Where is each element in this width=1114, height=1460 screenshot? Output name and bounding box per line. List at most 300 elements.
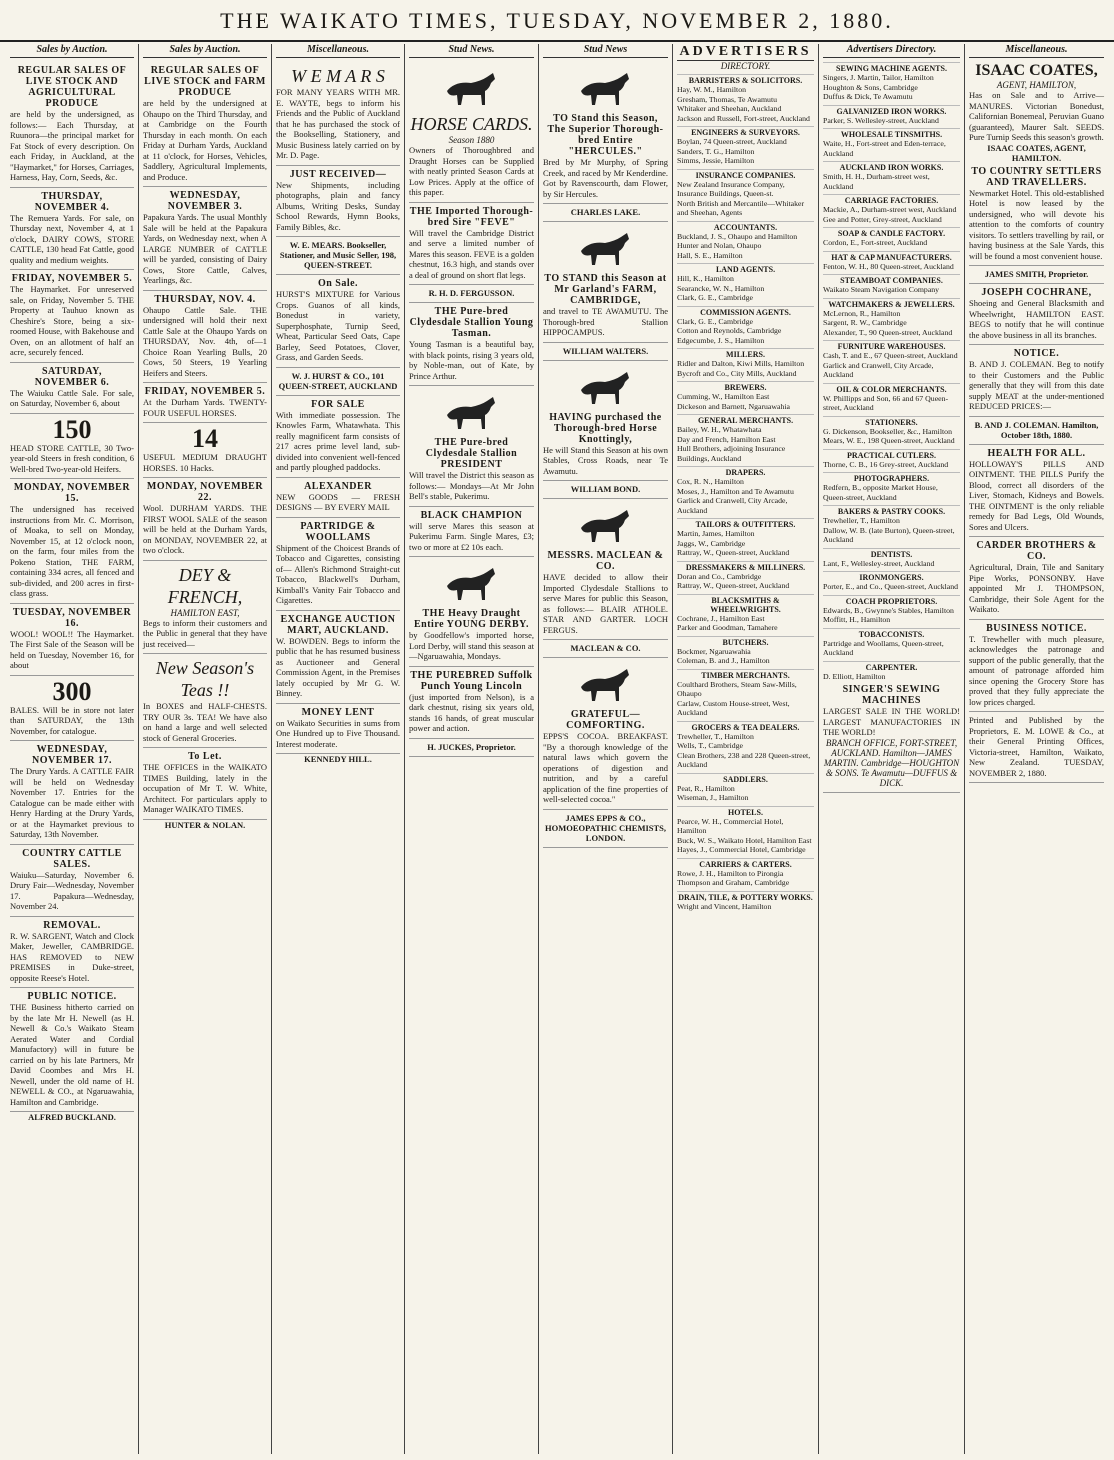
ad-heading: TO COUNTRY SETTLERS AND TRAVELLERS. (971, 165, 1102, 188)
column-sales-1 (6, 44, 139, 1454)
ad-heading: MESSRS. MACLEAN & CO. (547, 550, 664, 572)
directory-category: TOBACCONISTS. (823, 628, 960, 639)
advertisement (143, 423, 267, 478)
directory-entry: Alexander, T., 90 Queen-street, Auckland (823, 327, 953, 337)
directory-entry: Bycroft and Co., City Mills, Auckland (677, 368, 797, 378)
advertisement (276, 396, 400, 478)
ad-signature: W. E. MEARS. Bookseller, Stationer, and Music Seller, 198, QUEEN-STREET. (279, 240, 397, 270)
ad-body-text: Young Tasman is a beautiful bay, with black points, rising 3 years old, by Noble-man, out of Kate, by Prince Arthur. (409, 339, 534, 381)
directory-category: SADDLERS. (677, 773, 814, 784)
horse-illustration (571, 69, 641, 109)
advertisement (409, 386, 534, 507)
directory-entry: W. Phillipps and Son, 66 and 67 Queen-street, Auckland (823, 393, 949, 412)
ad-body-text: are held by the undersigned at Ohaupo on the Third Thursday, and at Cambridge on the Fourth Thursday in each month. On each Friday at Durham Yards, Auckland at 11 o'clock, for Horses, Vehicles, Saddlery, Agricultural Implements, and Produce. (143, 98, 267, 182)
directory-entry: Edgecumbe, J. S., Hamilton (677, 335, 765, 345)
ad-body-text: HOLLOWAY'S PILLS AND OINTMENT. THE PILLS Purify the Blood, correct all disorders of the Liver, Stomach, Kidneys and Bowels. THE OINTMENT is the only reliable remedy for Bad Legs, Old Wounds, Sores and Ulcers. (969, 458, 1104, 532)
ad-body-text: New Shipments, including photographs, plain and fancy Albums, Writing Desks, Sunday School Rewards, Hymn Books, Family Bibles, &c. (276, 179, 400, 232)
directory-category: GROCERS & TEA DEALERS. (677, 721, 814, 732)
advertisement (543, 62, 668, 204)
ad-heading: GRATEFUL—COMFORTING. (566, 709, 645, 731)
directory-entry: Cotton and Reynolds, Cambridge (677, 326, 782, 335)
directory-entry: Redfern, B., opposite Market House, Queen-street, Auckland (823, 483, 938, 502)
directory-entry: Hay, W. M., Hamilton (677, 85, 747, 94)
column-heading: Stud News. (409, 44, 534, 58)
ad-body-text: Newmarket Hotel. This old-established Hotel is now leased by the undersigned, who will devote his attention to the comforts of country visitors. To settlers travelling by rail, or having business at the Sale Yards, this will be found a most convenient house. (969, 187, 1104, 261)
directory-entry: North British and Mercantile—Whitaker and Sheehan, Agents (677, 198, 805, 217)
directory-entry: Ridler and Dalton, Kiwi Mills, Hamilton (677, 359, 805, 368)
ad-subheading: Season 1880 (448, 135, 495, 145)
directory-entry: Doran and Co., Cambridge (677, 571, 762, 581)
column-heading: Advertisers Directory. (823, 44, 960, 58)
directory-entry: Sanders, T. G., Hamilton (677, 146, 755, 156)
directory-entry: Smith, H. H., Durham-street west, Auckland (823, 172, 930, 191)
ad-signature: WILLIAM WALTERS. (562, 345, 649, 356)
advertisement (276, 368, 400, 396)
advertisement (143, 383, 267, 423)
isaac-coates-body: Has on Sale and to Arrive— MANURES. Victorian Bonedust, Californian Bonemeal, Peruvian Guano (guaranteed), Maurer Salt. SEEDS. Pure Turnip Seeds this season's growth. (969, 90, 1104, 142)
ad-heading: NOTICE. (1013, 348, 1060, 359)
directory-entry: Mears, W. E., 198 Queen-street, Auckland (823, 436, 955, 445)
advertisement (10, 62, 134, 188)
directory-entry: Wiseman, J., Hamilton (677, 793, 749, 802)
directory-entry: Buckland, J. S., Ohaupo and Hamilton (677, 231, 798, 241)
advertisement (969, 620, 1104, 713)
directory-entry: Rattray, W., Queen-street, Auckland (677, 581, 790, 590)
directory-category: HOTELS. (677, 806, 814, 817)
directory-category: CARPENTER. (823, 661, 960, 672)
ad-signature: B. AND J. COLEMAN. Hamilton, October 18th, 1880. (974, 419, 1099, 440)
directory-entry: Pearce, W. H., Commercial Hotel, Hamilton (677, 816, 784, 835)
directory-category: CARRIAGE FACTORIES. (823, 194, 960, 205)
ad-body-text: Agricultural, Drain, Tile and Sanitary Pipe Works, PONSONBY. Have appointed Mr J. THOMPSON, Cambridge, their Sole Agent for the Waikato. (969, 562, 1104, 614)
directory-entry: Hayes, J., Commercial Hotel, Cambridge (677, 845, 806, 854)
advertisement (143, 748, 267, 820)
column-signature: ALFRED BUCKLAND. (28, 1112, 116, 1122)
ad-body-text: will serve Mares this season at Pukerimu Farm. Single Mares, £3; two or more at £2 10s each. (409, 520, 534, 552)
singer-body: LARGEST SALE IN THE WORLD! LARGEST MANUFACTORIES IN THE WORLD! (823, 706, 960, 737)
directory-category: MILLERS. (677, 348, 814, 359)
directory-entry: Cordon, E., Fort-street, Auckland (823, 238, 928, 247)
ad-body-text: HEAD STORE CATTLE, 30 Two-year-old Steers in fresh condition, 6 Well-bred Two-year-old Heifers. (10, 442, 134, 474)
directory-category: BLACKSMITHS & WHEELWRIGHTS. (677, 594, 814, 614)
ad-body-text: Wool. DURHAM YARDS. THE FIRST WOOL SALE of the season will be held at the Durham Yards, on MONDAY, NOVEMBER 22, at two o'clock. (143, 503, 267, 555)
directory-entry: Rattray, W., Queen-street, Auckland (677, 548, 790, 557)
directory-entry: Cumming, W., Hamilton East (677, 392, 770, 401)
advertisement (10, 741, 134, 845)
advertisement (10, 414, 134, 480)
ad-heading: THE Heavy Draught Entire YOUNG DERBY. (414, 608, 529, 630)
ad-heading: On Sale. (317, 278, 359, 289)
directory-entry: Day and French, Hamilton East (677, 434, 776, 444)
directory-entry: Cox, R. N., Hamilton (677, 477, 744, 486)
ad-heading: EXCHANGE AUCTION MART, AUCKLAND. (280, 613, 396, 636)
directory-entry: Garlick and Cranwell, City Arcade, Auckland (823, 360, 934, 379)
directory-category: OIL & COLOR MERCHANTS. (823, 383, 960, 394)
advertisement (543, 343, 668, 361)
ad-body-text: Shoeing and General Blacksmith and Wheelwright, HAMILTON EAST. BEGS to notify that he will continue the above business in all its branches. (969, 298, 1104, 340)
directory-entry: Boylan, 74 Queen-street, Auckland (677, 137, 787, 146)
column-directory-1 (673, 44, 819, 1454)
directory-entry: Wright and Vincent, Hamilton (677, 901, 772, 911)
directory-entry: Simms, Jessie, Hamilton (677, 156, 755, 165)
directory-entry: D. Elliott, Hamilton (823, 671, 886, 681)
advertisement (409, 203, 534, 286)
directory-entry: G. Dickenson, Bookseller, &c., Hamilton (823, 426, 952, 436)
directory-category: STATIONERS. (823, 416, 960, 427)
advertisement (276, 518, 400, 611)
advertisement (969, 537, 1104, 620)
column-misc (272, 44, 405, 1454)
ad-heading: FRIDAY, NOVEMBER 5. (144, 386, 266, 397)
ad-body-text: T. Trewheller with much pleasure, acknowledges the patronage and support of the public generally, that the amount of patronage afforded him since opening the Grocery Store has proved that they fully appreciate the low prices charged. (969, 633, 1104, 707)
directory-entry: Parker, S. Wellesley-street, Auckland (823, 115, 939, 125)
advertisement (10, 988, 134, 1112)
horse-illustration (571, 368, 641, 408)
directory-entry: Lant, F., Wellesley-street, Auckland (823, 558, 935, 568)
directory-entry: Gresham, Thomas, Te Awamutu (677, 94, 778, 104)
column-signature: HUNTER & NOLAN. (164, 819, 246, 830)
ad-signature: MACLEAN & CO. (570, 643, 641, 653)
advertisement (543, 361, 668, 482)
advertisement (10, 604, 134, 676)
isaac-coates-subtitle: AGENT, HAMILTON, (996, 80, 1077, 90)
advertisement (276, 704, 400, 755)
ad-body-text: USEFUL MEDIUM DRAUGHT HORSES. 10 Hacks. (143, 452, 267, 473)
directory-entry: Garlick and Cranwell, City Arcade, Auckland (677, 496, 788, 515)
directory-category: PHOTOGRAPHERS. (823, 472, 960, 483)
advertisement (969, 266, 1104, 284)
advertisement (543, 810, 668, 848)
ad-heading: HEALTH FOR ALL. (987, 447, 1086, 459)
ad-body-text: W. BOWDEN. Begs to inform the public that he has resumed business as Auctioneer and General Commission Agent, in the Premises lately occupied by Mr G. W. Binney. (276, 635, 400, 698)
ad-body-text: by Goodfellow's imported horse, Lord Derby, will stand this season at—Ngaruawahia, Mondays. (409, 630, 534, 661)
directory-entry: Whitaker and Sheehan, Auckland (677, 104, 782, 113)
column-heading: Stud News (543, 44, 668, 58)
ad-heading: FOR SALE (311, 398, 365, 410)
advertisement (276, 478, 400, 518)
horse-illustration (437, 393, 507, 433)
directory-category: BREWERS. (677, 381, 814, 392)
directory-entry: Martin, James, Hamilton (677, 529, 755, 538)
ad-heading: PUBLIC NOTICE. (27, 991, 117, 1002)
ad-body-text: are held by the undersigned, as follows:— Each Thursday, at Ruunora—the principal market for Fat Stock of every description. On each Friday, in Auckland, at the "Haymarket," for Horses, Carriages, Harness, Hay, Corn, Seeds, &c. (10, 109, 134, 182)
ad-heading: THE Pure-bred Clydesdale Stallion PRESIDENT (425, 437, 518, 470)
directory-category: GALVANIZED IRON WORKS. (823, 105, 960, 116)
ad-body-text: THE OFFICES in the WAIKATO TIMES Building, lately in the occupation of Mr T. W. White, Architect. For particulars apply to Manager WAIKATO TIMES. (143, 762, 267, 814)
ad-body-text: WOOL! WOOL!! The Haymarket. The First Sale of the Season will be held on Tuesday, November 16, for about (10, 628, 134, 670)
column-misc-2 (965, 44, 1108, 1454)
ad-display-title: HORSE CARDS. (410, 114, 533, 134)
directory-entry: Jaggs, W., Cambridge (677, 538, 746, 548)
directory-entry: Bailey, W. H., Whatawhata (677, 425, 762, 434)
ad-body-text: and travel to TE AWAMUTU. The Thorough-bred Stallion HIPPOCAMPUS. (543, 306, 668, 337)
ad-heading: TO Stand this Season, The Superior Thorough-bred Entire "HERCULES." (547, 113, 664, 157)
directory-category: FURNITURE WAREHOUSES. (823, 340, 960, 351)
ad-body-text: With immediate possession. The Knowles Farm, Whatawhata. This really magnificent farm consists of 217 acres prime level land, sub-divided into convenient well-fenced and partly ploughed paddocks. (276, 409, 400, 472)
advertisement (10, 479, 134, 604)
column-stud-2 (539, 44, 673, 1454)
advertisement (409, 739, 534, 757)
advertisement (969, 163, 1104, 267)
advertisement (276, 166, 400, 238)
ad-body-text: NEW GOODS — FRESH DESIGNS — BY EVERY MAIL (276, 491, 400, 512)
ad-heading: THE Imported Thorough-bred Sire "FEVE" (409, 205, 534, 228)
ad-heading: THURSDAY, NOVEMBER 4. (34, 190, 110, 213)
directory-entry: Dallow, W. B. (late Burton), Queen-street, Auckland (823, 525, 955, 544)
directory-category: TIMBER MERCHANTS. (677, 669, 814, 680)
directory-entry: Bockmer, Ngaruawahia (677, 646, 751, 656)
directory-category: DRAIN, TILE, & POTTERY WORKS. (678, 892, 813, 902)
advertisement (543, 222, 668, 343)
directory-entry: Thorne, C. B., 16 Grey-street, Auckland (823, 459, 949, 469)
ad-signature: CHARLES LAKE. (570, 207, 641, 217)
directory-entry: Cochrane, J., Hamilton East (677, 613, 765, 623)
directory-entry: Singers, J. Martin, Tailor, Hamilton (823, 73, 934, 82)
directory-category: BUTCHERS. (677, 636, 814, 647)
ad-heading: ALEXANDER (304, 480, 372, 492)
advertisement (409, 303, 534, 386)
ad-heading: CARDER BROTHERS & CO. (976, 540, 1097, 562)
singer-advertisement (823, 681, 960, 793)
ad-heading: REGULAR SALES OF LIVE STOCK AND AGRICULTURAL PRODUCE (17, 65, 127, 109)
advertisement (543, 499, 668, 640)
advertisement (409, 667, 534, 739)
directory-entry: Peat, R., Hamilton (677, 783, 735, 793)
directory-entry: Rowe, J. H., Hamilton to Pirongia (677, 868, 784, 878)
ad-heading: TUESDAY, NOVEMBER 16. (12, 606, 132, 629)
directory-entry: Thompson and Graham, Cambridge (677, 878, 790, 887)
directory-entry: Duffus & Dick, Te Awamutu (823, 92, 913, 101)
column-heading: Sales by Auction. (143, 44, 267, 58)
directory-category: DENTISTS. (823, 548, 960, 559)
ad-signature: JAMES EPPS & CO., HOMOEOPATHIC CHEMISTS, LONDON. (544, 812, 667, 843)
directory-subtitle: DIRECTORY. (720, 61, 771, 71)
directory-entry: Wells, T., Cambridge (677, 741, 743, 750)
advertisement (10, 845, 134, 917)
directory-category: BAKERS & PASTRY COOKS. (823, 505, 960, 516)
ad-signature: W. J. HURST & CO., 101 QUEEN-STREET, AUCKLAND (278, 370, 398, 391)
ad-heading: JUST RECEIVED— (289, 168, 387, 180)
ad-heading: SATURDAY, NOVEMBER 6. (34, 365, 110, 388)
directory-entry: Dickeson and Barnett, Ngaruawahia (677, 401, 791, 411)
advertisement (969, 445, 1104, 538)
directory-entry: Moffitt, H., Hamilton (823, 615, 891, 624)
directory-entry: Sargent, R. W., Cambridge (823, 318, 907, 327)
directory-category: WHOLESALE TINSMITHS. (823, 128, 960, 139)
directory-category: COACH PROPRIETORS. (823, 595, 960, 606)
advertisement (276, 237, 400, 275)
advertisement (409, 507, 534, 558)
ad-heading: COUNTRY CATTLE SALES. (22, 847, 122, 870)
ad-body-text: Waiuku—Saturday, November 6. Drury Fair—Wednesday, November 17. Papakura—Wednesday, November 24. (10, 869, 134, 911)
ad-heading: THE PUREBRED Suffolk Punch Young Lincoln (410, 669, 533, 692)
directory-entry: Cash, T. and E., 67 Queen-street, Auckland (823, 351, 958, 360)
advertisement (143, 291, 267, 384)
advertisement (10, 363, 134, 414)
directory-category: ACCOUNTANTS. (677, 221, 814, 232)
directory-entry: Houghton & Sons, Cambridge (823, 82, 918, 92)
advertisement (409, 557, 534, 667)
ad-display-title: New Season's Teas !! (155, 658, 255, 700)
advertisement (276, 62, 400, 166)
advertisement (969, 284, 1104, 345)
ad-body-text: THE Business hitherto carried on by the late Mr H. Newell (as H. Newell & Co.'s Waikato Steam Aerated Water and Cordial Manufactory) will in future be carried on by his late Partners, Mr David Coombes and Mrs H. Newell, under the old name of H. NEWELL & CO., at Ngaruawahia, Hamilton and Cambridge. (10, 1002, 134, 1107)
advertisement (143, 478, 267, 561)
advertisement (143, 561, 267, 655)
ad-body-text: Will travel the District this season as follows:— Mondays—At Mr John Bell's stable, Pukerimu. (409, 470, 534, 501)
ad-heading: TO STAND this Season at Mr Garland's FARM, CAMBRIDGE, (544, 273, 667, 306)
ad-heading: WEDNESDAY, NOVEMBER 17. (32, 744, 112, 766)
directory-category: DRESSMAKERS & MILLINERS. (677, 561, 814, 572)
ad-body-text: The undersigned has received instructions from Mr. C. Morrison, of Moaka, to sell on Monday, November 15, at 12 o'clock noon, on the farm, four miles from the Pokeno Station, THE FARM, containing 334 acres, all fenced and sub-divided, and 200 acres in first-class grass. (10, 504, 134, 598)
advertisement (409, 62, 534, 203)
directory-category: BARRISTERS & SOLICITORS. (677, 74, 814, 85)
directory-category: HAT & CAP MANUFACTURERS. (823, 251, 960, 262)
ad-body-text: Will travel the Cambridge District and serve a limited number of Mares this season. FEVE is a golden chestnut, 16.3 high, and stands over a deal of ground on short flat legs. (409, 227, 534, 280)
advertisement (10, 188, 134, 271)
singer-heading: SINGER'S SEWING MACHINES (842, 684, 941, 706)
directory-entry: New Zealand Insurance Company, Insurance Buildings, Queen-st. (677, 179, 785, 198)
directory-entry: Gee and Potter, Grey-street, Auckland (823, 214, 942, 224)
directory-entry: Clark, G. E., Cambridge (677, 316, 754, 326)
ad-body-text: HURST'S MIXTURE for Various Crops. Guanos of all kinds, Bonedust in variety, Superphosphate, Turnip Seed, Wheat, Particular Seed Oats, Cape Barley, Seed Potatoes, Clover, Grass, and Garden Seeds. (276, 289, 400, 362)
isaac-coates-title: ISAAC COATES, (975, 62, 1098, 79)
column-sales-2 (139, 44, 272, 1454)
directory-category: TAILORS & OUTFITTERS. (677, 518, 814, 529)
ad-heading: HAVING purchased the Thorough-bred Horse Knottingly, (549, 411, 662, 445)
horse-illustration (571, 665, 641, 705)
advertisement (10, 676, 134, 742)
ad-big-number: 300 (52, 676, 92, 706)
ad-heading: REMOVAL. (43, 919, 101, 931)
directory-entry: Porter, E., and Co., Queen-street, Auckland (823, 582, 959, 591)
singer-footer: BRANCH OFFICE, FORT-STREET, AUCKLAND. Hamilton—JAMES MARTIN. Cambridge—HOUGHTON & SONS. Te Awamutu—DUFFUS & DICK. (823, 737, 960, 788)
ad-body-text: HAVE decided to allow their Imported Clydesdale Stallions to serve Mares for public this Season, as follows:— BLAIR ATHOLE. STAR AND GARTER. LOCH FERGUS. (543, 572, 668, 635)
directory-entry: Parker and Goodman, Tamahere (677, 623, 778, 632)
ad-display-title: W E M A R S (291, 66, 385, 86)
horse-illustration (571, 506, 641, 546)
ad-signature: R. H. D. FERGUSSON. (428, 288, 515, 298)
ad-body-text: The Remuera Yards. For sale, on Thursday next, November 4, at 1 o'clock, DAIRY COWS, STORE CATTLE, 130 head Fat Cattle, good quality and medium weights. (10, 212, 134, 265)
ad-heading: PARTRIDGE & WOOLLAMS (300, 520, 376, 543)
advertisement (143, 654, 267, 748)
ad-heading: FRIDAY, NOVEMBER 5. (11, 273, 133, 284)
advertisement (276, 275, 400, 368)
advertisement (276, 611, 400, 704)
ad-heading: To Let. (188, 751, 222, 762)
directory-category: CARRIERS & CARTERS. (677, 858, 814, 869)
ad-body-text: (just imported from Nelson), is a dark chestnut, rising six years old, stands 16 hands, of great muscular power and action. (409, 691, 534, 733)
isaac-coates-signature: ISAAC COATES, AGENT, HAMILTON. (987, 142, 1086, 163)
directory-category: GENERAL MERCHANTS. (677, 414, 814, 425)
ad-heading: BLACK CHAMPION (420, 509, 523, 521)
directory-entry: Waite, H., Fort-street and Eden-terrace, Auckland (823, 139, 946, 158)
directory-title: ADVERTISERS (677, 44, 814, 61)
directory-entry: Jackson and Russell, Fort-street, Auckland (677, 113, 810, 123)
horse-illustration (571, 229, 641, 269)
ad-signature: H. JUCKES, Proprietor. (427, 741, 516, 752)
directory-category: LAND AGENTS. (677, 263, 814, 274)
ad-body-text: Bred by Mr Murphy, of Spring Creek, and raced by Mr Kenderdine. Got by Ravenscourth, dam Flower, by Sir Hercules. (543, 157, 668, 199)
directory-category: STEAMBOAT COMPANIES. (823, 274, 960, 285)
ad-body-text: EPPS'S COCOA. BREAKFAST. "By a thorough knowledge of the natural laws which govern the operations of digestion and nutrition, and by a careful application of the fine properties of well-selected cocoa." (543, 731, 668, 804)
masthead-title: THE WAIKATO TIMES, TUESDAY, NOVEMBER 2, 1880. (220, 8, 894, 33)
directory-category: ENGINEERS & SURVEYORS. (677, 126, 814, 137)
ad-body-text: Papakura Yards. The usual Monthly Sale will be held at the Papakura Yards, on Wednesday next, when A LARGE NUMBER of CATTLE will be yarded, consisting of Dairy Cows, Store Cattle, Calves, Yearlings, &c. (143, 212, 267, 285)
ad-signature: JAMES SMITH, Proprietor. (984, 269, 1089, 279)
directory-entry: McLernon, R., Hamilton (823, 308, 901, 318)
directory-entry: Trewheller, T., Hamilton (823, 516, 900, 525)
column-signature: KENNEDY HILL. (304, 754, 372, 764)
ad-body-text: BALES. Will be in store not later than SATURDAY, the 13th November, for catalogue. (10, 704, 134, 736)
column-directory-2 (819, 44, 965, 1454)
directory-entry: Clean Brothers, 238 and 228 Queen-street, Auckland (677, 750, 811, 769)
directory-category: AUCKLAND IRON WORKS. (823, 161, 960, 172)
ad-heading: REGULAR SALES OF LIVE STOCK and FARM PRODUCE (144, 65, 266, 98)
ad-heading: WEDNESDAY, NOVEMBER 3. (167, 190, 243, 212)
directory-entry: Coleman, B. and J., Hamilton (677, 656, 770, 665)
horse-illustration (437, 69, 507, 109)
directory-entry: Searancke, W. N., Hamilton (677, 283, 765, 293)
ad-heading: MONEY LENT (301, 706, 375, 718)
ad-heading: BUSINESS NOTICE. (986, 622, 1087, 634)
directory-entry: Edwards, B., Gwynne's Stables, Hamilton (823, 605, 954, 615)
advertisement (143, 187, 267, 291)
ad-body-text: Printed and Published by the Proprietors, E. M. LOWE & Co., at their General Printing Offices, Victoria-street, Hamilton, Waikato, New Zealand. TUESDAY, NOVEMBER 2, 1880. (969, 715, 1104, 778)
horse-illustration (437, 564, 507, 604)
directory-entry: Trewheller, T., Hamilton (677, 731, 754, 741)
ad-signature: WILLIAM BOND. (570, 484, 641, 494)
ad-body-text: The Drury Yards. A CATTLE FAIR will be held on Wednesday November 17. Entries for the Catalogue can be made either with Henry Harding at the Drury Yards, or at the Haymarket previous to Saturday, 13th November. (10, 766, 134, 839)
directory-entry: Waikato Steam Navigation Company (823, 285, 940, 294)
directory-category: IRONMONGERS. (823, 571, 960, 582)
advertisement (543, 658, 668, 810)
directory-entry: Hall, S. E., Hamilton (677, 250, 743, 260)
directory-entry: Buck, W. S., Waikato Hotel, Hamilton East (677, 835, 812, 845)
advertisement (969, 712, 1104, 783)
advertisement (969, 417, 1104, 445)
advertisement (969, 345, 1104, 417)
directory-entry: Partridge and Woollams, Queen-street, Auckland (823, 638, 944, 657)
column-stud-1 (405, 44, 539, 1454)
directory-category: WATCHMAKERS & JEWELLERS. (823, 298, 960, 309)
ad-body-text: R. W. SARGENT, Watch and Clock Maker, Jeweller, CAMBRIDGE. HAS REMOVED to NEW PREMISES in Duke-street, opposite Reese's Hotel. (10, 930, 134, 983)
ad-body-text: on Waikato Securities in sums from One Hundred up to Five Thousand. Interest moderate. (276, 717, 400, 749)
advertisement (543, 204, 668, 222)
ad-heading: THE Pure-bred Clydesdale Stallion Young Tasman. (409, 306, 534, 339)
ad-big-number: 150 (52, 414, 92, 444)
directory-category: COMMISSION AGENTS. (677, 306, 814, 317)
ad-heading: MONDAY, NOVEMBER 15. (13, 482, 131, 504)
directory-entry: Moses, J., Hamilton and Te Awamutu (677, 486, 794, 496)
ad-body-text: FOR MANY YEARS WITH MR. E. WAYTE, begs to inform his Friends and the Public of Auckland that he has purchased the stock of the Bookselling, Stationery, and Music Business lately carried on by Mr. D. Page. (276, 87, 400, 160)
column-heading: Miscellaneous. (276, 44, 400, 58)
column-heading: Miscellaneous. (969, 44, 1104, 58)
columns (6, 44, 1108, 1454)
directory-entry: Carlaw, Custom House-street, West, Auckland (677, 698, 790, 717)
ad-heading: JOSEPH COCHRANE, (981, 287, 1092, 298)
advertisement (409, 285, 534, 303)
directory-entry: Coulthard Brothers, Steam Saw-Mills, Ohaupo (677, 679, 797, 698)
ad-body-text: The Haymarket. For unreserved sale, on Friday, November 5. THE Property at Tauhuo known as Cheshire's Store, being a six-roomed House, with Bakehouse and Oven, on an allotment of half an acre, securely fenced. (10, 284, 134, 357)
ad-body-text: Begs to inform their customers and the Public in general that they have just received— (143, 617, 267, 649)
column-heading: Sales by Auction. (10, 44, 134, 58)
ad-body-text: The Waiuku Cattle Sale. For sale, on Saturday, November 6, about (10, 387, 134, 408)
ad-body-text: In BOXES and HALF-CHESTS. TRY OUR 3s. TEA! We have also on hand a large and well selected stock of General Groceries. (143, 701, 267, 743)
advertisement (543, 640, 668, 658)
directory-entry: Hill, K., Hamilton (677, 274, 734, 283)
directory-entry: Fenton, W. H., 80 Queen-street, Auckland (823, 261, 954, 271)
